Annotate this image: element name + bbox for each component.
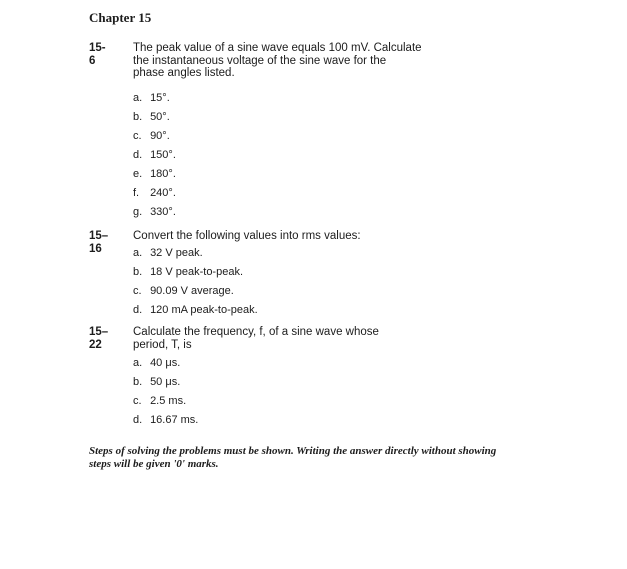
problem-statement (133, 230, 361, 243)
sub-question (133, 165, 176, 184)
sub-question-letter: d. (133, 414, 143, 426)
statement-line: period, T, is (133, 338, 192, 351)
sub-question-text: 50 μs. (150, 376, 181, 388)
sub-question-text: 40 μs. (150, 357, 181, 369)
sub-question-list (133, 354, 198, 430)
problem-number: 15–22 (89, 326, 109, 351)
sub-question-text: 18 V peak-to-peak. (150, 266, 244, 278)
sub-question-list (133, 244, 258, 320)
sub-question-letter: b. (133, 111, 143, 123)
sub-question-letter: a. (133, 357, 143, 369)
sub-question-text: 90°. (150, 130, 170, 142)
problem-statement (133, 42, 422, 80)
sub-question-text: 32 V peak. (150, 247, 203, 259)
sub-question-text: 2.5 ms. (150, 395, 187, 407)
sub-question (133, 146, 176, 165)
problem-statement (133, 326, 379, 351)
sub-question (133, 89, 176, 108)
problem-number: 15-6 (89, 42, 106, 67)
statement-line: the instantaneous voltage of the sine wave for the (133, 54, 387, 67)
statement-line: Calculate the frequency, f, of a sine wave whose (133, 326, 379, 338)
sub-question-text: 240°. (150, 187, 176, 199)
sub-question-letter: b. (133, 376, 143, 388)
sub-question-text: 90.09 V average. (150, 285, 234, 297)
sub-question-letter: d. (133, 149, 143, 161)
sub-question (133, 282, 258, 301)
sub-question-text: 150°. (150, 149, 176, 161)
chapter-title: Chapter 15 (89, 10, 152, 25)
sub-question-letter: g. (133, 206, 143, 218)
statement-line: The peak value of a sine wave equals 100 mV. Calculate (133, 42, 422, 54)
statement-line: phase angles listed. (133, 67, 235, 79)
sub-question-letter: d. (133, 304, 143, 316)
sub-question-text: 50°. (150, 111, 170, 123)
sub-question (133, 301, 258, 320)
sub-question (133, 184, 176, 203)
sub-question-letter: c. (133, 395, 142, 407)
sub-question (133, 392, 198, 411)
sub-question-letter: b. (133, 266, 143, 278)
sub-question (133, 263, 258, 282)
sub-question-text: 120 mA peak-to-peak. (150, 304, 258, 316)
sub-question-list (133, 89, 176, 222)
sub-question-letter: c. (133, 285, 142, 297)
sub-question (133, 373, 198, 392)
sub-question-letter: a. (133, 92, 143, 104)
sub-question-text: 16.67 ms. (150, 414, 199, 426)
sub-question (133, 127, 176, 146)
problem-number: 15–16 (89, 230, 109, 255)
sub-question (133, 108, 176, 127)
sub-question-text: 330°. (150, 206, 176, 218)
sub-question (133, 244, 258, 263)
sub-question (133, 203, 176, 222)
sub-question (133, 354, 198, 373)
sub-question-text: 180°. (150, 168, 176, 180)
sub-question-letter: a. (133, 247, 143, 259)
sub-question-letter: f. (133, 187, 140, 199)
sub-question-letter: e. (133, 168, 143, 180)
statement-line: Convert the following values into rms values: (133, 230, 361, 242)
sub-question-letter: c. (133, 130, 142, 142)
sub-question (133, 411, 198, 430)
instruction-note: Steps of solving the problems must be shown. Writing the answer directly without showing steps will be given '0' marks. (89, 445, 497, 470)
sub-question-text: 15°. (150, 92, 170, 104)
